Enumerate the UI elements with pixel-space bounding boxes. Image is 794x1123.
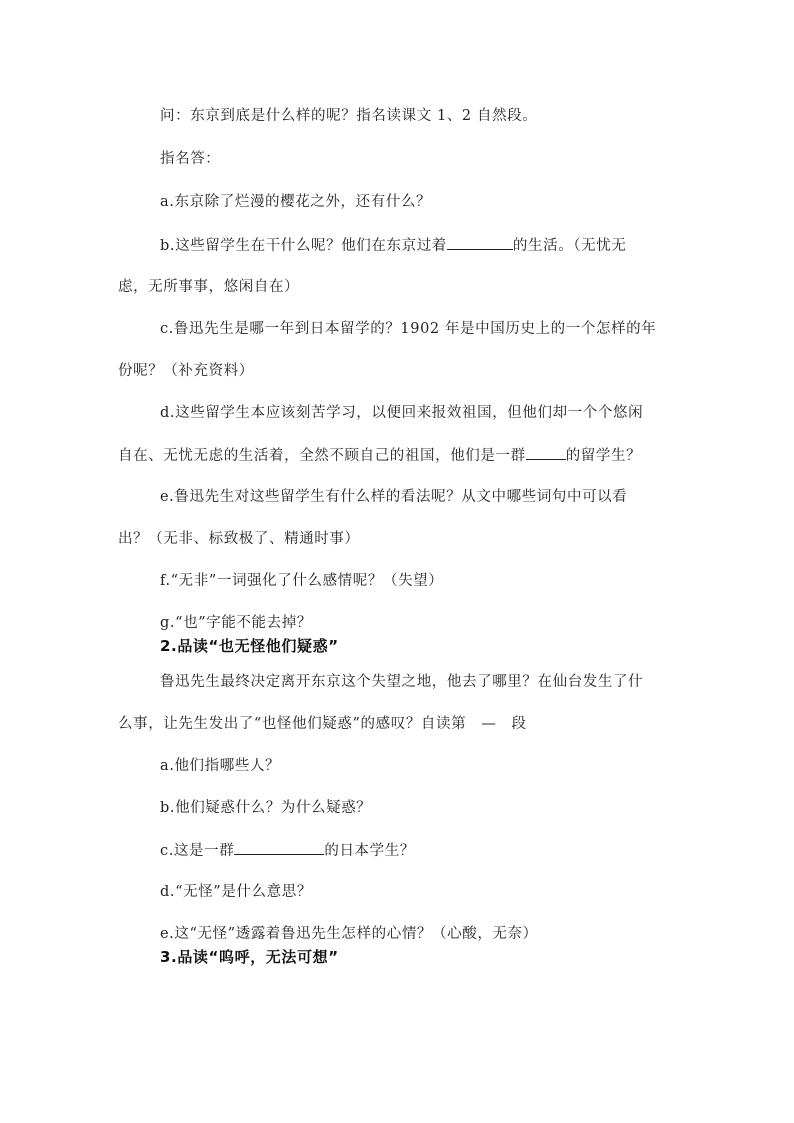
fill-in-blank [234,840,324,855]
section-2-question-c-text-1: c.这是一群 [160,843,235,859]
question-f: f.“无非”一词强化了什么感情呢？（失望） [160,573,444,589]
question-b-continuation: 虑，无所事事，悠闲自在） [118,279,300,295]
section-2-question-d: d.“无怪”是什么意思？ [160,884,312,900]
question-a: a.东京除了烂漫的樱花之外，还有什么？ [160,194,432,210]
question-d: d.这些留学生本应该刻苦学习，以便回来报效祖国，但他们却一个个悠闲 [160,405,644,421]
section-2-question-c [160,840,415,861]
question-e-continuation: 出？（无非、标致极了、精通时事） [118,531,360,547]
question-d-text-2: 的留学生？ [565,448,642,464]
section-heading-3: 3.品读“呜呼，无法可想” [160,948,339,966]
question-d-continuation [118,445,641,466]
section-2-question-a: a.他们指哪些人？ [160,758,281,774]
section-heading-2: 2.品读“也无怪他们疑惑” [160,637,339,655]
question-b [160,235,626,256]
fill-in-blank [526,445,566,460]
question-b-text-2: 的生活。（无忧无 [512,238,627,254]
question-c-continuation: 份呢？（补充资料） [118,363,254,379]
question-e: e.鲁迅先生对这些留学生有什么样的看法呢？从文中哪些词句中可以看 [160,489,628,505]
answer-prompt: 指名答： [160,151,221,167]
question-g: g.“也”字能不能去掉？ [160,615,312,631]
section-2-intro-continuation: 么事，让先生发出了“也怪他们疑惑”的感叹？自读第 — 段 [118,716,527,732]
question-b-text-1: b.这些留学生在干什么呢？他们在东京过着 [160,238,447,254]
section-2-question-e: e.这“无怪”透露着鲁迅先生怎样的心情？（心酸，无奈） [160,926,538,942]
question-c: c.鲁迅先生是哪一年到日本留学的？1902 年是中国历史上的一个怎样的年 [160,321,657,337]
section-2-intro: 鲁迅先生最终决定离开东京这个失望之地，他去了哪里？在仙台发生了什 [160,674,644,690]
fill-in-blank [447,235,513,250]
question-intro: 问：东京到底是什么样的呢？指名读课文 1、2 自然段。 [160,108,538,124]
section-2-question-b: b.他们疑惑什么？为什么疑惑？ [160,800,372,816]
question-d-text-1: 自在、无忧无虑的生活着，全然不顾自己的祖国，他们是一群 [118,448,526,464]
section-2-question-c-text-2: 的日本学生？ [324,843,415,859]
